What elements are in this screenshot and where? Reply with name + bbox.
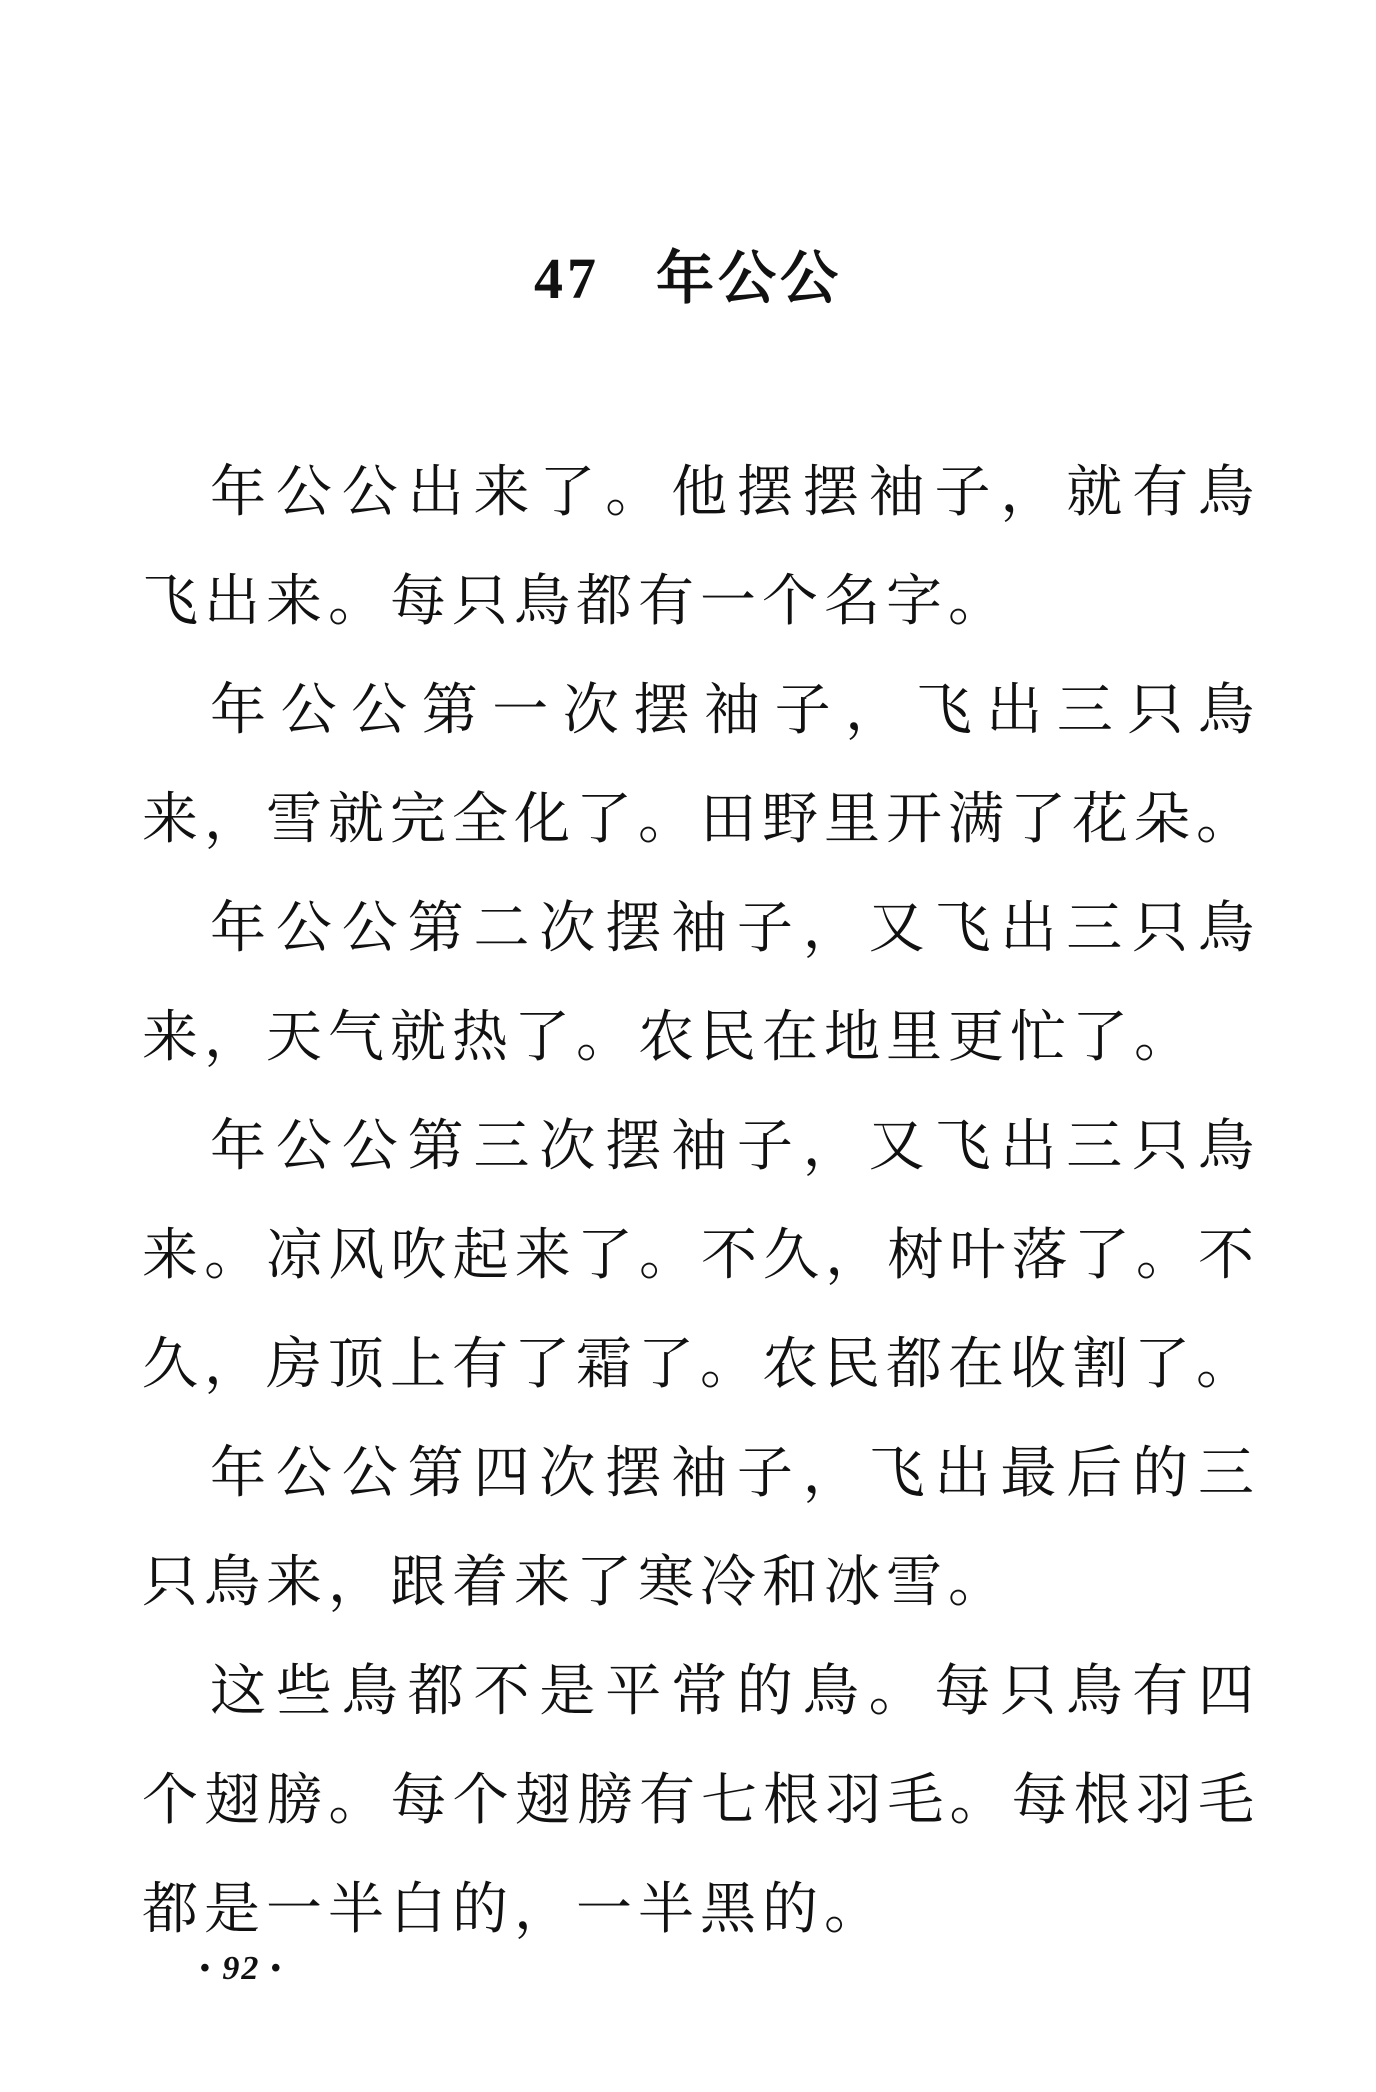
paragraph-5: 年公公第四次摆袖子，飞出最后的三只鳥来，跟着来了寒冷和冰雪。 <box>142 1441 1260 1615</box>
paragraph-2: 年公公第一次摆袖子，飞出三只鳥来，雪就完全化了。田野里开满了花朵。 <box>142 678 1260 852</box>
paragraph-4: 年公公第三次摆袖子，又飞出三只鳥来。凉风吹起来了。不久，树叶落了。不久，房顶上有了霜了。农民都在收割了。 <box>142 1114 1260 1397</box>
page-number-footer <box>200 1950 283 1988</box>
page-number: 92 <box>222 1950 261 1987</box>
chapter-body <box>142 438 1260 1964</box>
chapter-number: 47 <box>533 246 600 311</box>
chapter-title: 年公公 <box>655 244 842 312</box>
paragraph-1: 年公公出来了。他摆摆袖子，就有鳥飞出来。每只鳥都有一个名字。 <box>142 460 1260 634</box>
paragraph-3: 年公公第二次摆袖子，又飞出三只鳥来，天气就热了。农民在地里更忙了。 <box>142 896 1260 1070</box>
bullet-icon: • <box>270 1953 283 1984</box>
bullet-icon: • <box>200 1953 212 1984</box>
paragraph-6: 这些鳥都不是平常的鳥。每只鳥有四个翅膀。每个翅膀有七根羽毛。每根羽毛都是一半白的，一半黑的。 <box>142 1659 1260 1942</box>
chapter-heading <box>0 238 1376 319</box>
